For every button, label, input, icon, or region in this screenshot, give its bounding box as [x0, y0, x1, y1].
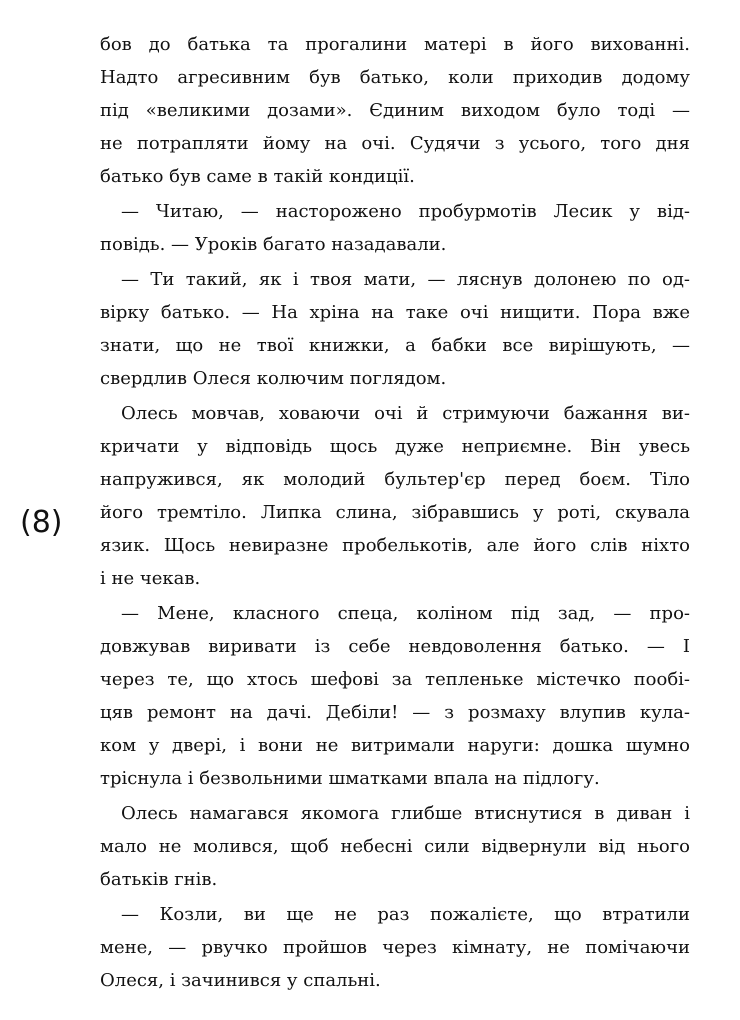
text-line: повідь. — Уроків багато назадавали.: [100, 234, 447, 255]
text-line: не потрапляти йому на очі. Судячи з усього, того дня: [100, 133, 690, 154]
text-line: знати, що не твої книжки, а бабки все вирішують, —: [100, 335, 690, 356]
text-line: свердлив Олеся колючим поглядом.: [100, 368, 447, 389]
text-line: ком у двері, і вони не витримали наруги: дошка шумно: [100, 735, 690, 756]
text-line: Олесь намагався якомога глибше втиснутися в диван і: [121, 803, 690, 824]
text-line: тріснула і безвольними шматками впала на підлогу.: [100, 768, 600, 789]
text-line: — Читаю, — насторожено пробурмотів Лесик у від-: [121, 201, 690, 222]
text-line: Надто агресивним був батько, коли приходив додому: [100, 67, 690, 88]
text-line: — Ти такий, як і твоя мати, — ляснув долонею по од-: [121, 269, 690, 290]
text-line: напружився, як молодий бультер'єр перед боєм. Тіло: [100, 469, 690, 490]
text-line: батьків гнів.: [100, 869, 218, 890]
text-line: мало не молився, щоб небесні сили відвернули від нього: [100, 836, 690, 857]
text-line: вірку батько. — На хріна на таке очі нищити. Пора вже: [100, 302, 690, 323]
text-line: через те, що хтось шефові за тепленьке містечко пообі-: [100, 669, 690, 690]
text-line: батько був саме в такій кондиції.: [100, 166, 415, 187]
text-line: Олеся, і зачинився у спальні.: [100, 970, 381, 991]
text-line: — Мене, класного спеца, коліном під зад, — про-: [121, 603, 690, 624]
margin-page-number: (8): [20, 505, 63, 540]
text-line: Олесь мовчав, ховаючи очі й стримуючи бажання ви-: [121, 403, 690, 424]
text-line: під «великими дозами». Єдиним виходом було тоді —: [100, 100, 690, 121]
text-line: — Козли, ви ще не раз пожалієте, що втратили: [121, 904, 690, 925]
text-line: його тремтіло. Липка слина, зібравшись у роті, скувала: [100, 502, 690, 523]
text-line: язик. Щось невиразне пробелькотів, але його слів ніхто: [100, 535, 690, 556]
text-line: кричати у відповідь щось дуже неприємне. Він увесь: [100, 436, 690, 457]
text-line: і не чекав.: [100, 568, 201, 589]
text-line: цяв ремонт на дачі. Дебіли! — з розмаху влупив кула-: [100, 702, 690, 723]
text-line: бов до батька та прогалини матері в його вихованні.: [100, 34, 690, 55]
text-line: мене, — рвучко пройшов через кімнату, не помічаючи: [100, 937, 690, 958]
text-line: довжував виривати із себе невдоволення батько. — І: [100, 636, 690, 657]
